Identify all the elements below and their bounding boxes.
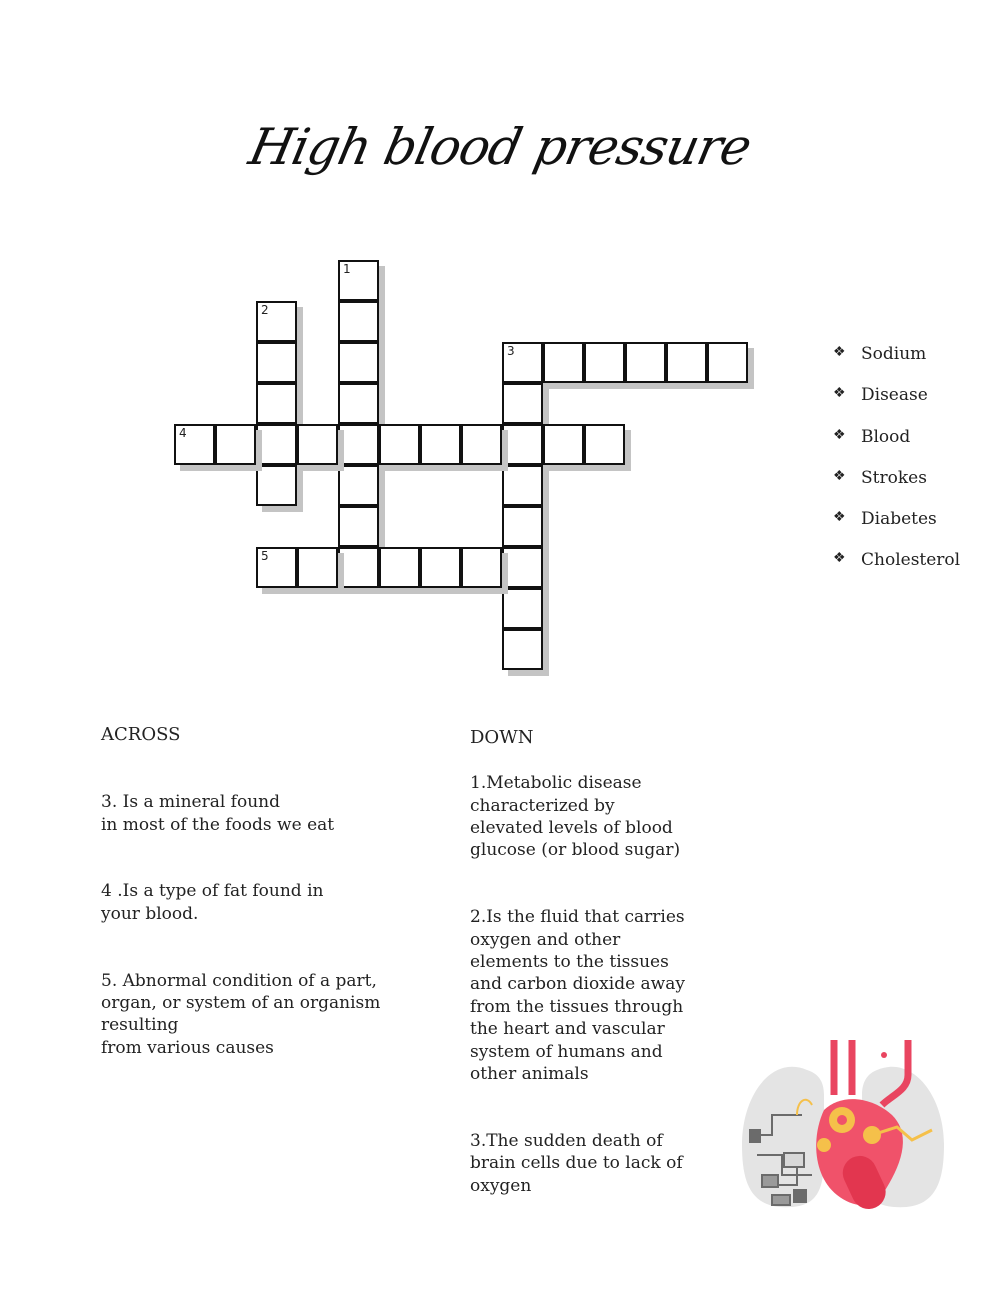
crossword-cell[interactable] bbox=[666, 342, 707, 383]
crossword-cell[interactable] bbox=[502, 629, 543, 670]
across-clue-4: 4 .Is a type of fat found in your blood. bbox=[101, 881, 324, 924]
crossword-cell[interactable] bbox=[584, 424, 625, 465]
down-clues bbox=[470, 705, 700, 1220]
crossword-cell[interactable] bbox=[584, 342, 625, 383]
crossword-cell[interactable] bbox=[338, 260, 379, 301]
crossword-cell[interactable] bbox=[256, 301, 297, 342]
clue-number: 5 bbox=[261, 549, 269, 563]
clue-number: 1 bbox=[343, 262, 351, 276]
crossword-cell[interactable] bbox=[256, 465, 297, 506]
diamond-bullet-icon: ❖ bbox=[833, 509, 846, 526]
crossword-cell[interactable] bbox=[256, 547, 297, 588]
crossword-cell[interactable] bbox=[338, 342, 379, 383]
word-bank-item: ❖ Strokes bbox=[833, 467, 927, 488]
crossword-cell[interactable] bbox=[502, 465, 543, 506]
crossword-cell[interactable] bbox=[502, 424, 543, 465]
crossword-cell[interactable] bbox=[297, 547, 338, 588]
crossword-cell[interactable] bbox=[256, 342, 297, 383]
word-bank-item: ❖ Blood bbox=[833, 426, 911, 447]
crossword-cell[interactable] bbox=[420, 424, 461, 465]
across-clue-3: 3. Is a mineral found in most of the foods we eat bbox=[101, 792, 335, 835]
crossword-cell[interactable] bbox=[543, 424, 584, 465]
crossword-cell[interactable] bbox=[174, 424, 215, 465]
heart-lungs-illustration bbox=[712, 1035, 972, 1235]
diamond-bullet-icon: ❖ bbox=[833, 385, 846, 402]
word-bank-item: ❖ Diabetes bbox=[833, 509, 937, 530]
crossword-cell[interactable] bbox=[502, 383, 543, 424]
crossword-cell[interactable] bbox=[461, 547, 502, 588]
crossword-cell[interactable] bbox=[215, 424, 256, 465]
crossword-cell[interactable] bbox=[338, 547, 379, 588]
crossword-cell[interactable] bbox=[338, 506, 379, 547]
word-bank-item: ❖ Disease bbox=[833, 385, 928, 406]
crossword-cell[interactable] bbox=[543, 342, 584, 383]
crossword-cell[interactable] bbox=[256, 383, 297, 424]
crossword-cell[interactable] bbox=[625, 342, 666, 383]
crossword-cell[interactable] bbox=[502, 547, 543, 588]
across-clues bbox=[101, 702, 441, 1082]
down-clue-1: 1.Metabolic disease characterized by elevated levels of blood glucose (or blood sugar) bbox=[470, 773, 681, 861]
clue-number: 2 bbox=[261, 303, 269, 317]
down-heading: DOWN bbox=[470, 727, 534, 749]
down-clue-2: 2.Is the fluid that carries oxygen and other elements to the tissues and carbon dioxide away from the tissues through the heart and vascular system of humans and other animals bbox=[470, 907, 685, 1085]
worksheet-title: High blood pressure bbox=[244, 118, 756, 176]
crossword-cell[interactable] bbox=[420, 547, 461, 588]
crossword-cell[interactable] bbox=[461, 424, 502, 465]
crossword-cell[interactable] bbox=[297, 424, 338, 465]
clue-number: 3 bbox=[507, 344, 515, 358]
word-bank-item: ❖ Sodium bbox=[833, 344, 927, 364]
down-clue-3: 3.The sudden death of brain cells due to lack of oxygen bbox=[470, 1130, 683, 1196]
clue-number: 4 bbox=[179, 426, 187, 440]
crossword-cell[interactable] bbox=[502, 588, 543, 629]
crossword-cell[interactable] bbox=[502, 506, 543, 547]
crossword-cell[interactable] bbox=[502, 342, 543, 383]
crossword-cell[interactable] bbox=[379, 547, 420, 588]
crossword-cell[interactable] bbox=[338, 465, 379, 506]
crossword-cell[interactable] bbox=[338, 301, 379, 342]
diamond-bullet-icon: ❖ bbox=[833, 467, 846, 484]
across-clue-5: 5. Abnormal condition of a part, organ, or system of an organism resulting from various causes bbox=[101, 970, 381, 1058]
crossword-cell[interactable] bbox=[338, 424, 379, 465]
crossword-cell[interactable] bbox=[338, 383, 379, 424]
word-bank-item: ❖ Cholesterol bbox=[833, 550, 961, 571]
word-bank bbox=[833, 344, 960, 592]
diamond-bullet-icon: ❖ bbox=[833, 426, 846, 443]
across-heading: ACROSS bbox=[101, 724, 181, 746]
diamond-bullet-icon: ❖ bbox=[833, 550, 846, 567]
diamond-bullet-icon: ❖ bbox=[833, 344, 846, 360]
crossword-cell[interactable] bbox=[256, 424, 297, 465]
crossword-cell[interactable] bbox=[707, 342, 748, 383]
crossword-cell[interactable] bbox=[379, 424, 420, 465]
